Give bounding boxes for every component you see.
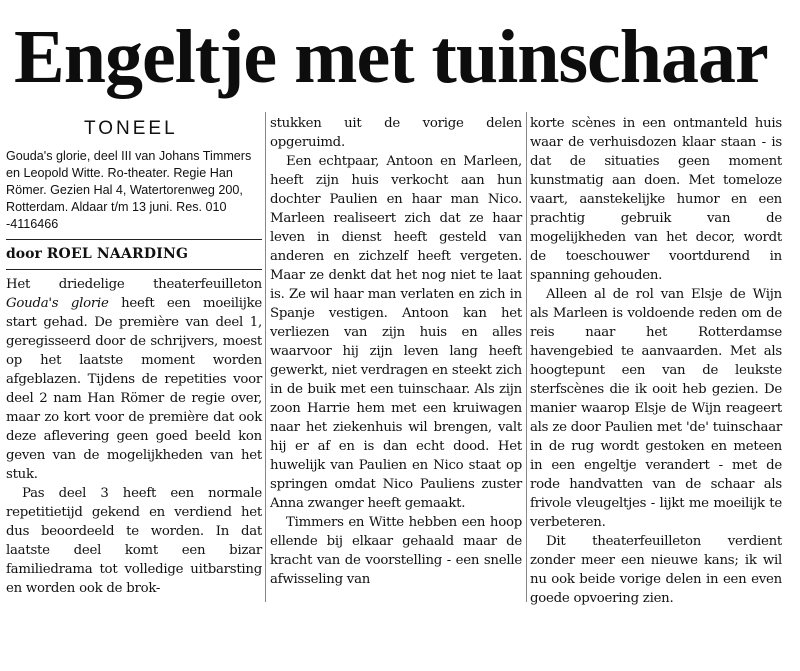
byline-author: ROEL NAARDING [46,246,189,262]
play-title: Gouda's glorie [6,296,109,311]
column-1 [6,118,262,598]
paragraph-text: heeft een moeilijke start gehad. De première van deel 1, geregisseerd door de schrijvers, moest op het laatste moment worden afgeblazen. Tijdens de repetities voor deel 2 nam Han Römer de regie over, maar zo kort voor de première dat ook deze aflevering geen goed beeld kon geven van de mogelijkheden van het stuk. [6,296,262,482]
paragraph: Een echtpaar, Antoon en Marleen, heeft zijn huis verkocht aan hun dochter Paulien en haar man Nico. Marleen realiseert zich dat ze haar leven in dienst heeft gesteld van anderen en zichzelf heeft vergeten. Maar ze denkt dat het nog niet te laat is. Ze wil haar man verlaten en zich in Spanje vestigen. Antoon kan het verliezen van zijn huis en alles waarvoor hij zijn leven lang heeft gewerkt, niet verdragen en steekt zich in de buik met een tuinschaar. Als zijn zoon Harrie hem met een kruiwagen naar het ziekenhuis wil brengen, valt hij er af en is dan echt dood. Het huwelijk van Paulien en Nico staat op springen omdat Nico Pauliens zuster Anna zwanger heeft gemaakt. [270,154,522,511]
paragraph: Alleen al de rol van Elsje de Wijn als Marleen is voldoende reden om de reis naar het Rotterdamse havengebied te aanvaarden. Met als hoogtepunt een van de leukste sterfscènes die ik ooit heb gezien. De manier waarop Elsje de Wijn reageert als ze door Paulien met 'de' tuinschaar in de rug wordt gestoken en meteen in een engeltje verandert - met de rode handvatten van de schaar als frivole vleugeltjes - lijkt me moeilijk te verbeteren. [530,287,782,530]
paragraph: Dit theaterfeuilleton verdient zonder meer een nieuwe kans; ik wil nu ook beide vorige delen in een even goede opvoering zien. [530,534,782,606]
paragraph [6,275,262,484]
column-1-body [6,275,262,598]
paragraph: korte scènes in een ontmanteld huis waar de verhuisdozen klaar staan - is dat de situaties geen moment kunstmatig aan doen. Met tomeloze vaart, aanstekelijke humor en een prachtig gebruik van de mogelijkheden van het decor, wordt de toeschouwer voortdurend in spanning gehouden. [530,116,782,283]
column-2 [270,114,522,589]
column-divider [265,112,266,602]
byline-prefix: door [6,246,42,262]
column-3 [530,114,782,608]
paragraph: Timmers en Witte hebben een hoop ellende bij elkaar gehaald maar de kracht van de voorstelling - een snelle afwisseling van [270,515,522,587]
paragraph-text: Het driedelige theaterfeuilleton [6,277,262,292]
headline: Engeltje met tuinschaar [14,15,768,99]
info-divider [6,239,262,240]
paragraph: Pas deel 3 heeft een normale repetitietijd gekend en verdiend het dus beoordeeld te worden. In dat laatste deel komt een bizar familiedrama tot volledige uitbarsting en worden ook de brok- [6,486,262,596]
section-rubric: TONEEL [84,118,178,139]
column-divider [526,112,527,602]
paragraph: stukken uit de vorige delen opgeruimd. [270,116,522,150]
production-info: Gouda's glorie, deel III van Johans Timmers en Leopold Witte. Ro-theater. Regie Han Römer. Gezien Hal 4, Watertorenweg 200, Rotterdam. Aldaar t/m 13 juni. Res. 010 -4116466 [6,149,252,231]
byline-divider [6,269,262,270]
byline [6,245,262,263]
